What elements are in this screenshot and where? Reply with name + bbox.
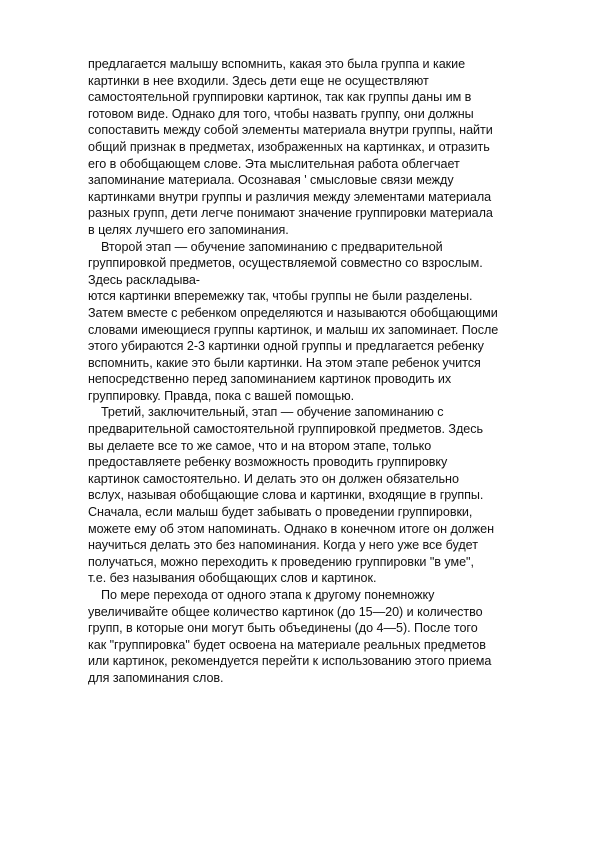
text-line: ются картинки вперемежку так, чтобы группы не были разделены. xyxy=(88,289,473,304)
text-line: вы делаете все то же самое, что и на втором этапе, только xyxy=(88,438,432,453)
text-line: запоминание материала. Осознавая ' смысловые связи между xyxy=(88,173,454,188)
text-line: в целях лучшего его запоминания. xyxy=(88,222,289,237)
text-line: предварительной самостоятельной группировкой предметов. Здесь xyxy=(88,422,483,437)
text-line: самостоятельной группировки картинок, так как группы даны им в xyxy=(88,90,472,105)
text-line: групп, в которые они могут быть объединены (до 4—5). После того xyxy=(88,621,478,636)
text-line: сопоставить между собой элементы материала внутри группы, найти xyxy=(88,123,493,138)
text-line: вспомнить, какие это были картинки. На этом этапе ребенок учится xyxy=(88,355,481,370)
text-line: непосредственно перед запоминанием картинок проводить их xyxy=(88,372,452,387)
text-line: или картинок, рекомендуется перейти к использованию этого приема xyxy=(88,654,492,669)
document-body xyxy=(88,56,558,687)
text-line: т.е. без называния обобщающих слов и картинок. xyxy=(88,571,377,586)
text-line: для запоминания слов. xyxy=(88,670,224,685)
text-line: Затем вместе с ребенком определяются и называются обобщающими xyxy=(88,305,498,320)
text-line: предоставляете ребенку возможность проводить группировку xyxy=(88,455,448,470)
text-line: картинками внутри группы и различия между элементами материала xyxy=(88,189,492,204)
text-line: его в обобщающем слове. Эта мыслительная работа облегчает xyxy=(88,156,460,171)
text-line: научиться делать это без напоминания. Когда у него уже все будет xyxy=(88,538,478,553)
text-line: увеличивайте общее количество картинок (до 15—20) и количество xyxy=(88,604,483,619)
text-line: как "группировка" будет освоена на материале реальных предметов xyxy=(88,637,486,652)
text-line: группировкой предметов, осуществляемой совместно со взрослым. xyxy=(88,256,483,271)
text-line: готовом виде. Однако для того, чтобы назвать группу, они должны xyxy=(88,106,474,121)
text-line: группировку. Правда, пока с вашей помощью. xyxy=(88,388,355,403)
text-line: словами имеющиеся группы картинок, и малыш их запоминает. После xyxy=(88,322,499,337)
paragraph-first-line: По мере перехода от одного этапа к другому понемножку xyxy=(101,588,435,602)
text-line: картинки в нее входили. Здесь дети еще не осуществляют xyxy=(88,73,429,88)
text-line: разных групп, дети легче понимают значение группировки материала xyxy=(88,206,493,221)
paragraph-first-line: Второй этап — обучение запоминанию с предварительной xyxy=(101,239,443,254)
text-line: вслух, называя обобщающие слова и картинки, входящие в группы. xyxy=(88,488,484,503)
text-line: картинок самостоятельно. И делать это он должен обязательно xyxy=(88,471,459,486)
text-line: можете ему об этом напоминать. Однако в конечном итоге он должен xyxy=(88,521,494,536)
text-line: Здесь раскладыва- xyxy=(88,272,200,287)
text-line: этого убираются 2-3 картинки одной группы и предлагается ребенку xyxy=(88,339,484,354)
text-line: общий признак в предметах, изображенных на картинках, и отразить xyxy=(88,139,490,154)
paragraph-first-line: Третий, заключительный, этап — обучение запоминанию с xyxy=(101,405,444,420)
text-line: Сначала, если малыш будет забывать о проведении группировки, xyxy=(88,505,473,520)
text-line: предлагается малышу вспомнить, какая это была группа и какие xyxy=(88,57,466,71)
text-line: получаться, можно переходить к проведению группировки "в уме", xyxy=(88,554,474,569)
